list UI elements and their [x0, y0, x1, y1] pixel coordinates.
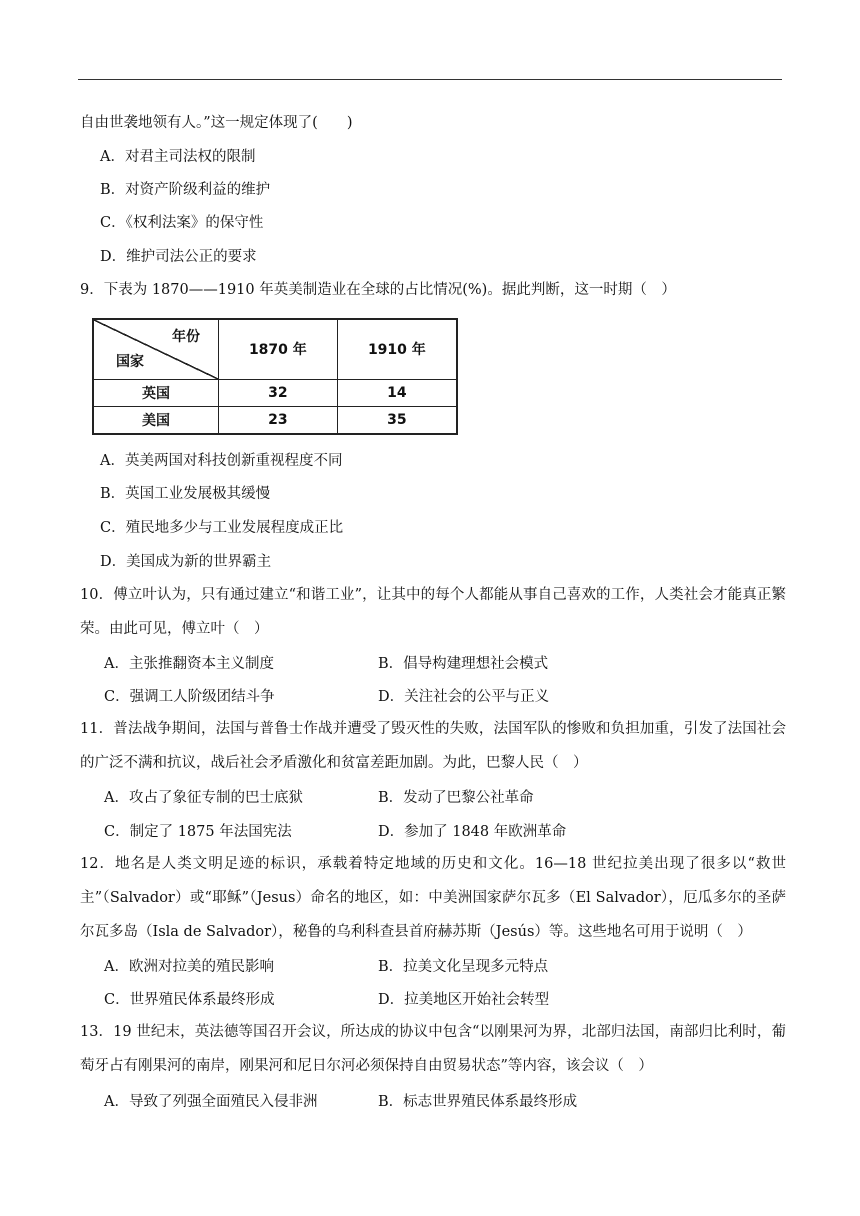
q9-option-b: B．英国工业发展极其缓慢 [100, 486, 271, 502]
q8-option-a: A．对君主司法权的限制 [100, 149, 256, 165]
q8-option-c: C．《权利法案》的保守性 [100, 215, 264, 231]
table-corner-cell [93, 319, 219, 379]
table-row-usa [93, 406, 457, 434]
q11-stem: 11．普法战争期间，法国与普鲁士作战并遭受了毁灭性的失败，法国军队的惨败和负担加重，引发了法国社会的广泛不满和抗议，战后社会矛盾激化和贫富差距加剧。为此，巴黎人民（ ） [80, 721, 786, 771]
q12-option-d: D．拉美地区开始社会转型 [378, 992, 550, 1008]
q11-option-b: B．发动了巴黎公社革命 [378, 790, 534, 806]
q9-stem: 9．下表为 1870——1910 年英美制造业在全球的占比情况(%)。据此判断，这一时期（ ） [80, 282, 676, 298]
corner-col-label: 年份 [172, 329, 200, 345]
table-row-britain [93, 379, 457, 406]
q10-option-d: D．关注社会的公平与正义 [378, 689, 550, 705]
q11-option-d: D．参加了 1848 年欧洲革命 [378, 824, 567, 840]
q9-option-c: C．殖民地多少与工业发展程度成正比 [100, 520, 344, 536]
cell-usa-1870: 23 [219, 406, 338, 434]
cell-britain-1870: 32 [219, 379, 338, 406]
q10-option-a: A．主张推翻资本主义制度 [104, 656, 274, 672]
q12-stem: 12．地名是人类文明足迹的标识，承载着特定地域的历史和文化。16—18 世纪拉美出现了很多以“救世主”（Salvador）或“耶稣”（Jesus）命名的地区，如：中美洲国家萨尔瓦多（El Salvador），厄瓜多尔的圣萨尔瓦多岛（Isla de Salvador），秘鲁的乌利科查县首府赫苏斯（Jesús）等。这些地名可用于说明（ ） [80, 856, 786, 940]
row-label-britain: 英国 [93, 379, 219, 406]
q10-option-b: B．倡导构建理想社会模式 [378, 656, 549, 672]
cell-usa-1910: 35 [337, 406, 457, 434]
q10-option-c: C．强调工人阶级团结斗争 [104, 689, 275, 705]
q8-option-b: B．对资产阶级利益的维护 [100, 182, 271, 198]
q9-option-a: A．英美两国对科技创新重视程度不同 [100, 453, 343, 469]
header-rule [78, 79, 782, 80]
q13-option-b: B．标志世界殖民体系最终形成 [378, 1094, 578, 1110]
q10-stem: 10．傅立叶认为，只有通过建立“和谐工业”，让其中的每个人都能从事自己喜欢的工作，人类社会才能真正繁荣。由此可见，傅立叶（ ） [80, 587, 786, 637]
column-header-1910: 1910 年 [337, 319, 457, 379]
q8-option-d: D．维护司法公正的要求 [100, 249, 257, 265]
row-label-usa: 美国 [93, 406, 219, 434]
q13-option-a: A．导致了列强全面殖民入侵非洲 [104, 1094, 318, 1110]
q11-option-a: A．攻占了象征专制的巴士底狱 [104, 790, 303, 806]
q9-option-d: D．美国成为新的世界霸主 [100, 554, 272, 570]
column-header-1870: 1870 年 [219, 319, 338, 379]
q8-stem-tail: 自由世袭地领有人。”这一规定体现了( ) [80, 115, 353, 131]
q12-option-c: C．世界殖民体系最终形成 [104, 992, 275, 1008]
q13-stem: 13．19 世纪末，英法德等国召开会议，所达成的协议中包含“以刚果河为界，北部归法国，南部归比利时，葡萄牙占有刚果河的南岸，刚果河和尼日尔河必须保持自由贸易状态”等内容，该会议（ ） [80, 1024, 786, 1074]
q11-option-c: C．制定了 1875 年法国宪法 [104, 824, 292, 840]
q12-option-b: B．拉美文化呈现多元特点 [378, 959, 549, 975]
manufacturing-share-table [92, 318, 458, 435]
q12-option-a: A．欧洲对拉美的殖民影响 [104, 959, 274, 975]
corner-row-label: 国家 [116, 353, 144, 370]
cell-britain-1910: 14 [337, 379, 457, 406]
